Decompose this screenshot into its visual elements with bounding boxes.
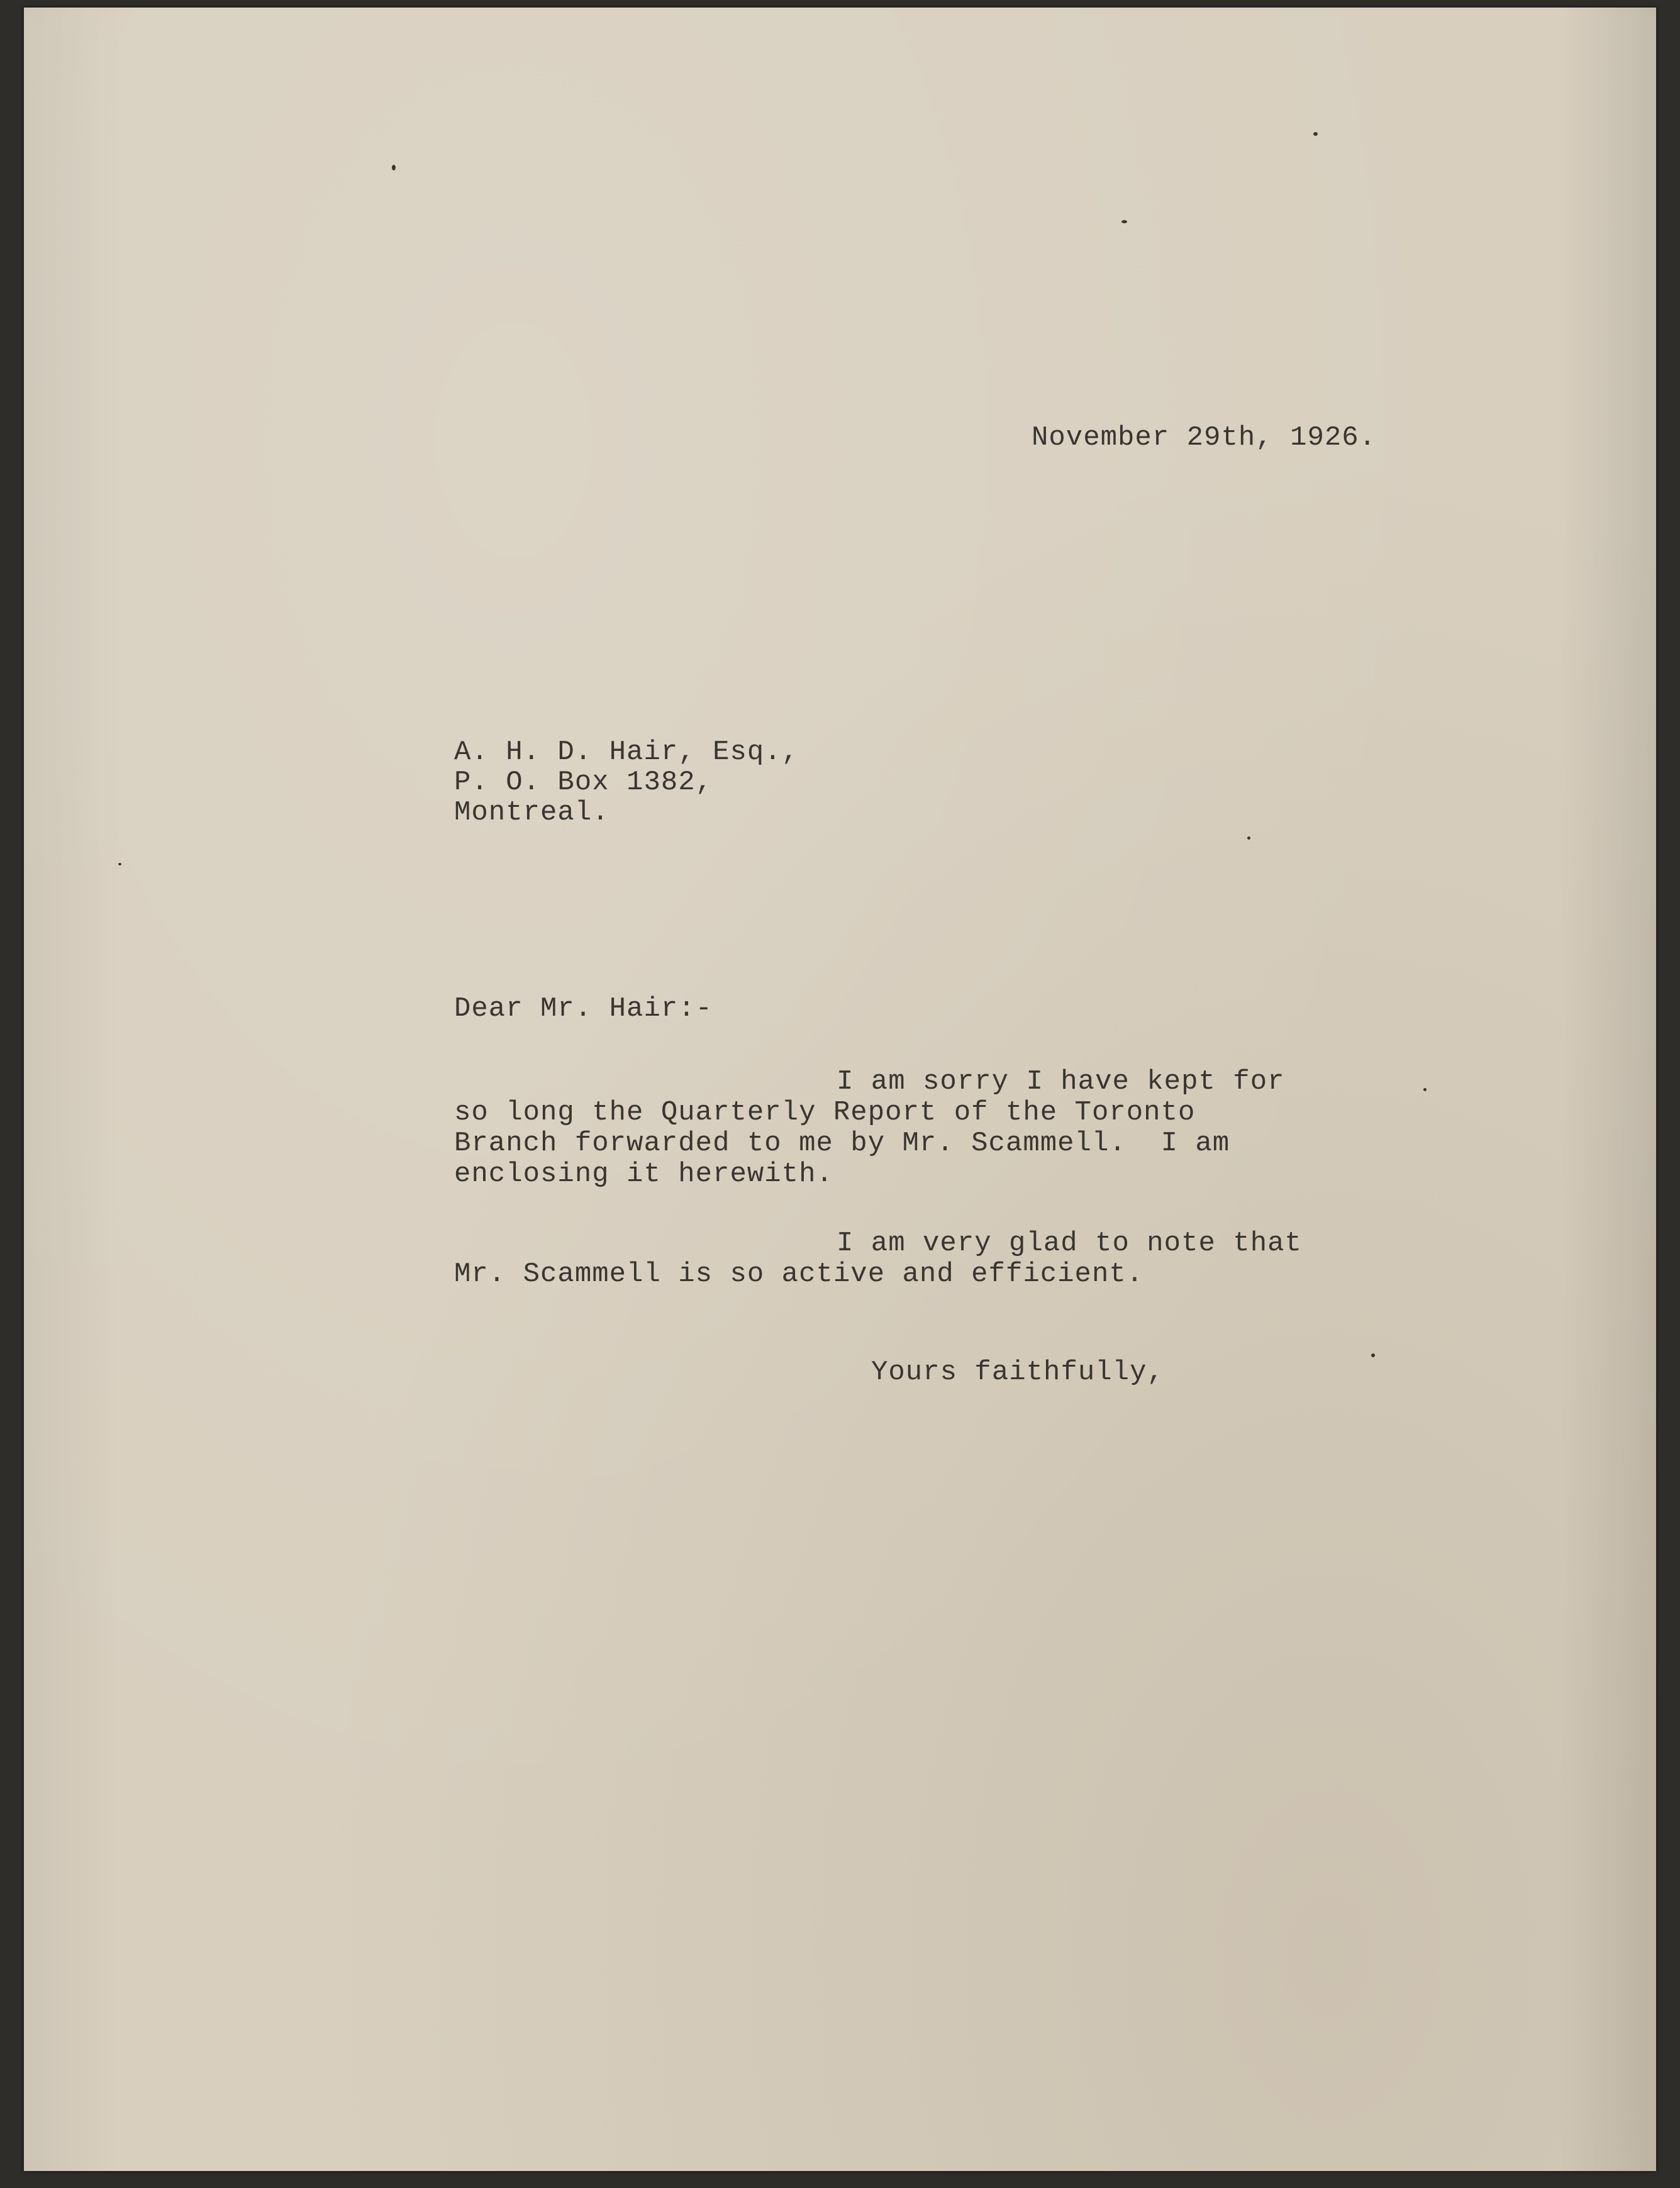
paragraph-1-line-3: Branch forwarded to me by Mr. Scammell. I am (454, 1128, 1230, 1159)
recipient-box: P. O. Box 1382, (454, 767, 713, 798)
paragraph-1-line-2: so long the Quarterly Report of the Toronto (454, 1097, 1196, 1128)
ink-speck (1247, 836, 1250, 840)
letter-date: November 29th, 1926. (1032, 422, 1377, 453)
ink-speck (1313, 132, 1318, 136)
salutation: Dear Mr. Hair:- (454, 993, 713, 1025)
paragraph-2-line-1: I am very glad to note that (837, 1228, 1302, 1259)
ink-speck (118, 863, 121, 865)
ink-speck (1423, 1088, 1427, 1091)
paragraph-2-line-2: Mr. Scammell is so active and efficient. (454, 1258, 1144, 1290)
closing: Yours faithfully, (871, 1357, 1164, 1388)
ink-speck (1121, 220, 1127, 223)
paragraph-1-line-1: I am sorry I have kept for (837, 1066, 1285, 1097)
paragraph-1-line-4: enclosing it herewith. (454, 1158, 833, 1190)
ink-speck (1371, 1353, 1375, 1357)
ink-speck (392, 165, 396, 170)
recipient-name: A. H. D. Hair, Esq., (454, 736, 799, 768)
recipient-city: Montreal. (454, 797, 609, 828)
